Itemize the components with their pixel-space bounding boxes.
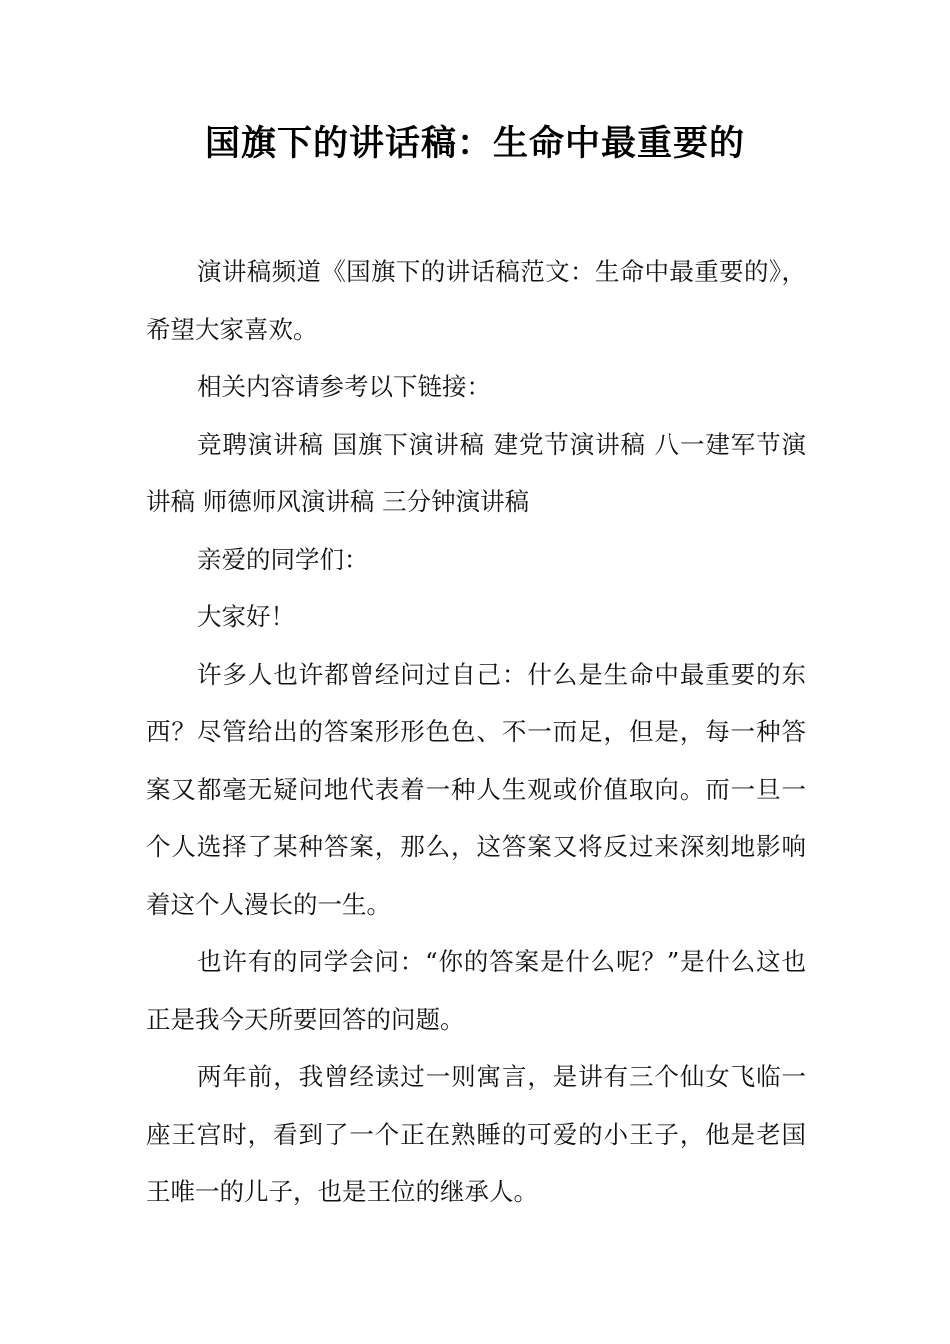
- paragraph-salutation: 亲爱的同学们：: [197, 544, 369, 574]
- paragraph-body-1: 许多人也许都曾经问过自己：什么是生命中最重要的东西？尽管给出的答案形形色色、不一而足，但是，每一种答案又都毫无疑问地代表着一种人生观或价值取向。而一旦一个人选择了某种答案，那么，这答案又将反过来深刻地影响着这个人漫长的一生。: [146, 659, 806, 919]
- paragraph-body-2: 也许有的同学会问：“你的答案是什么呢？”是什么这也正是我今天所要回答的问题。: [146, 947, 806, 1034]
- document-title: 国旗下的讲话稿：生命中最重要的: [204, 124, 745, 164]
- paragraph-related-links: 竞聘演讲稿 国旗下演讲稿 建党节演讲稿 八一建军节演讲稿 师德师风演讲稿 三分钟演讲稿: [146, 429, 806, 516]
- document-body: [146, 243, 806, 1221]
- paragraph-related-links-label: 相关内容请参考以下链接：: [197, 372, 491, 401]
- paragraph-body-3: 两年前，我曾经读过一则寓言，是讲有三个仙女飞临一座王宫时，看到了一个正在熟睡的可爱的小王子，他是老国王唯一的儿子，也是王位的继承人。: [146, 1062, 806, 1206]
- paragraph-greeting: 大家好！: [197, 602, 295, 631]
- paragraph-intro: 演讲稿频道《国旗下的讲话稿范文：生命中最重要的》，希望大家喜欢。: [146, 257, 806, 344]
